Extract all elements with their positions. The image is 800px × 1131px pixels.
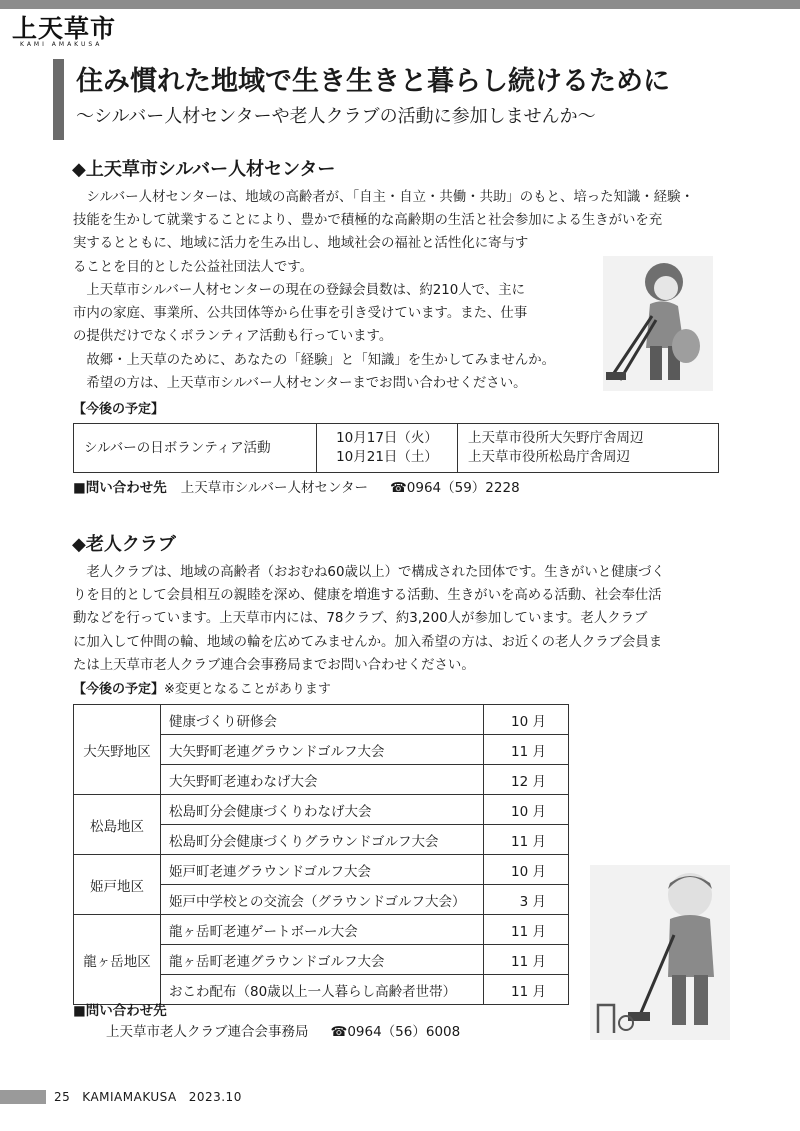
text-line: の提供だけでなくボランティア活動も行っています。 [73, 329, 393, 345]
club-schedule-label [73, 681, 331, 699]
top-bar [0, 0, 800, 9]
event-cell: 松島町分会健康づくりグラウンドゴルフ大会 [161, 825, 484, 855]
activity-cell: シルバーの日ボランティア活動 [74, 424, 317, 473]
club-heading: ◆老人クラブ [72, 534, 176, 555]
event-cell: おこわ配布（80歳以上一人暮らし高齢者世帯） [161, 975, 484, 1005]
silver-contact [73, 478, 520, 498]
text-line: 実するとともに、地域に活力を生み出し、地域社会の福祉と活性化に寄与す [73, 236, 529, 252]
place-2: 上天草市役所松島庁舎周辺 [468, 449, 630, 465]
area-cell: 姫戸地区 [74, 855, 161, 915]
month-cell: 10 月 [484, 795, 569, 825]
title-accent-bar [53, 59, 64, 140]
footer-bar [0, 1090, 46, 1104]
event-cell: 健康づくり研修会 [161, 705, 484, 735]
silver-schedule-table [73, 423, 719, 473]
table-row [74, 915, 569, 945]
text-line: 上天草市シルバー人材センターの現在の登録会員数は、約210人で、主に [73, 283, 525, 298]
area-cell: 龍ヶ岳地区 [74, 915, 161, 1005]
event-cell: 大矢野町老連グラウンドゴルフ大会 [161, 735, 484, 765]
date-2: 10月21日（土） [336, 449, 438, 465]
issue-date: 2023.10 [188, 1090, 242, 1104]
contact-tel: ☎0964（56）6008 [330, 1024, 461, 1040]
table-row [74, 795, 569, 825]
event-cell: 龍ヶ岳町老連グラウンドゴルフ大会 [161, 945, 484, 975]
month-cell: 12 月 [484, 765, 569, 795]
club-contact [106, 1022, 460, 1042]
table-row [74, 705, 569, 735]
contact-tel: ☎0964（59）2228 [389, 480, 520, 496]
page-subtitle: 〜シルバー人材センターや老人クラブの活動に参加しませんか〜 [76, 106, 596, 127]
area-cell: 松島地区 [74, 795, 161, 855]
footer [54, 1088, 254, 1106]
text-line: 老人クラブは、地域の高齢者（おおむね60歳以上）で構成された団体です。生きがいと健康づく [73, 565, 665, 580]
month-cell: 10 月 [484, 705, 569, 735]
silver-heading: ◆上天草市シルバー人材センター [72, 159, 336, 180]
text-line: りを目的として会員相互の親睦を深め、健康を増進する活動、生きがいを高める活動、社会奉仕活 [73, 588, 662, 604]
event-cell: 姫戸町老連グラウンドゴルフ大会 [161, 855, 484, 885]
contact-org: 上天草市老人クラブ連合会事務局 [106, 1024, 309, 1040]
logo-sub: KAMI AMAKUSA [20, 41, 103, 48]
club-schedule-table [73, 704, 569, 1005]
text-line: 故郷・上天草のために、あなたの「経験」と「知識」を生かしてみませんか。 [73, 352, 556, 368]
month-cell: 10 月 [484, 855, 569, 885]
label-text: 【今後の予定】 [73, 682, 165, 697]
event-cell: 姫戸中学校との交流会（グラウンドゴルフ大会） [161, 885, 484, 915]
logo [12, 14, 122, 48]
volunteer-cleanup-illustration [598, 256, 713, 391]
text-line: 技能を生かして就業することにより、豊かで積極的な高齢期の生活と社会参加による生きがいを充 [73, 213, 663, 229]
club-contact-label-row [73, 1001, 181, 1021]
table-row [74, 424, 719, 473]
text-line: 希望の方は、上天草市シルバー人材センターまでお問い合わせください。 [73, 375, 527, 391]
page-number: 25 [54, 1090, 71, 1104]
month-cell: 3 月 [484, 885, 569, 915]
text-line: に加入して仲間の輪、地域の輪を広めてみませんか。加入希望の方は、お近くの老人クラブ会員ま [73, 634, 663, 650]
table-row [74, 855, 569, 885]
gateball-player-illustration [590, 865, 730, 1040]
text-line: シルバー人材センターは、地域の高齢者が、「自主・自立・共働・共助」のもと、培った知識・経験・ [73, 190, 694, 205]
month-cell: 11 月 [484, 735, 569, 765]
silver-schedule-label: 【今後の予定】 [73, 402, 165, 417]
event-cell: 松島町分会健康づくりわなげ大会 [161, 795, 484, 825]
contact-label: ■問い合わせ先 [73, 480, 167, 496]
contact-label: ■問い合わせ先 [73, 1003, 167, 1019]
text-line: 市内の家庭、事業所、公共団体等から仕事を引き受けています。また、仕事 [73, 306, 528, 322]
month-cell: 11 月 [484, 975, 569, 1005]
event-cell: 龍ヶ岳町老連ゲートボール大会 [161, 915, 484, 945]
month-cell: 11 月 [484, 945, 569, 975]
silver-paragraph-2 [73, 279, 603, 395]
place-cell [458, 424, 719, 473]
place-1: 上天草市役所大矢野庁舎周辺 [468, 430, 644, 446]
date-1: 10月17日（火） [336, 430, 438, 446]
text-line: 動などを行っています。上天草市内には、78クラブ、約3,200人が参加しています。老人クラブ [73, 611, 648, 627]
month-cell: 11 月 [484, 825, 569, 855]
area-cell: 大矢野地区 [74, 705, 161, 795]
page-title: 住み慣れた地域で生き生きと暮らし続けるために [76, 66, 670, 97]
date-cell [317, 424, 458, 473]
contact-org: 上天草市シルバー人材センター [180, 480, 368, 496]
text-line: たは上天草市老人クラブ連合会事務局までお問い合わせください。 [73, 657, 475, 673]
month-cell: 11 月 [484, 915, 569, 945]
magazine-name: KAMIAMAKUSA [82, 1090, 177, 1104]
logo-main: 上天草市 [12, 14, 117, 43]
club-paragraph [73, 561, 733, 677]
schedule-note: ※変更となることがあります [164, 682, 331, 697]
event-cell: 大矢野町老連わなげ大会 [161, 765, 484, 795]
text-line: ることを目的とした公益社団法人です。 [73, 259, 313, 275]
